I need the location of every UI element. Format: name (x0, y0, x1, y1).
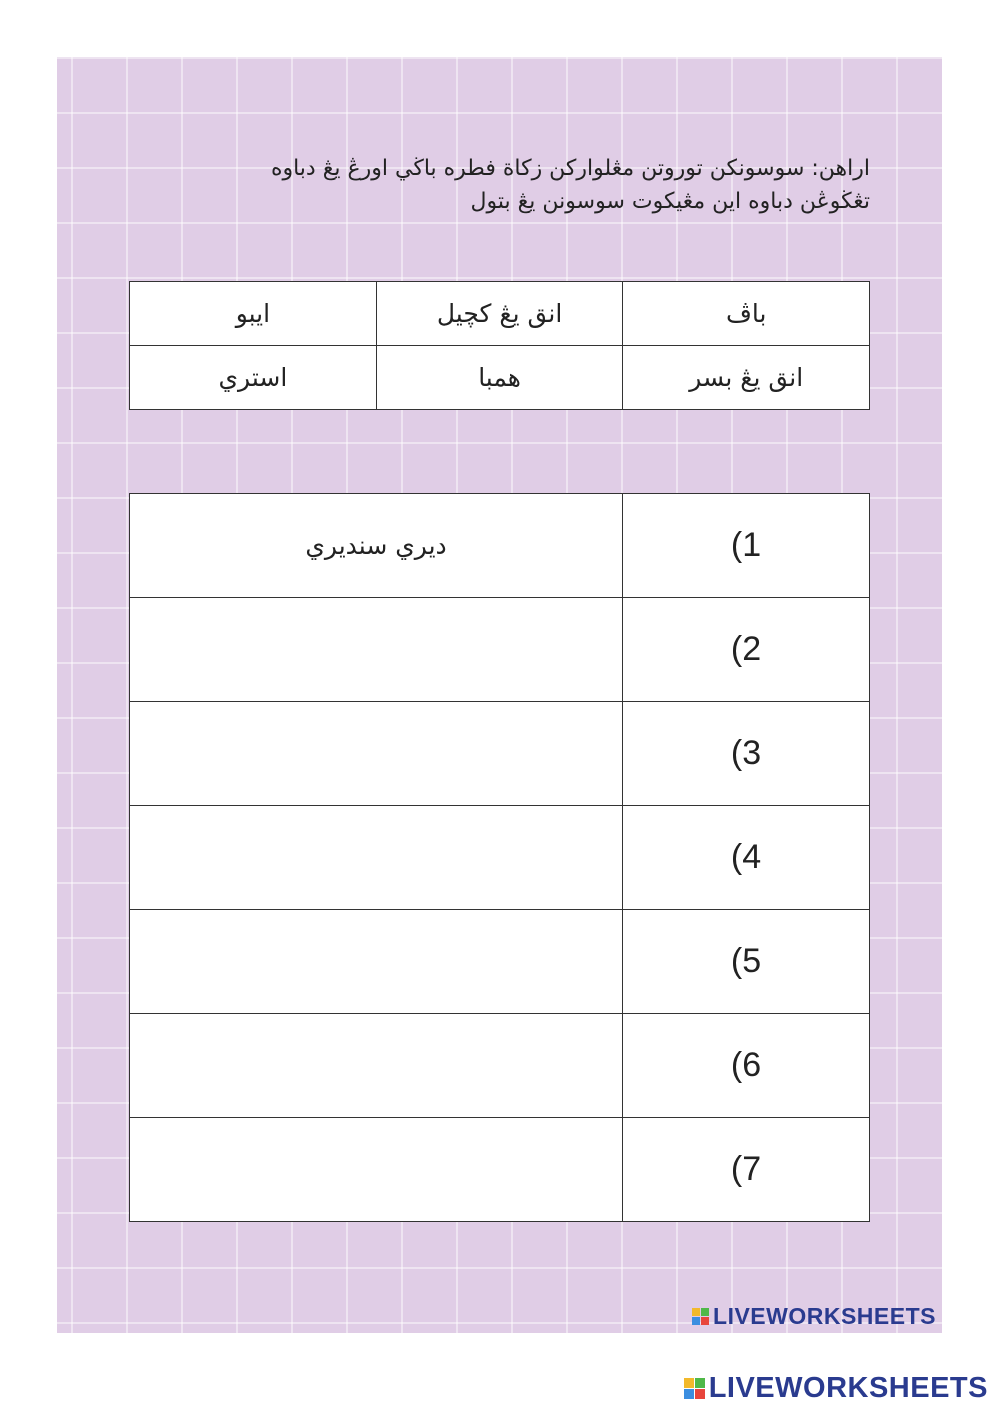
answer-row (130, 1014, 870, 1118)
answer-cell[interactable] (130, 806, 623, 910)
answer-table (129, 493, 870, 1222)
logo-square (701, 1308, 709, 1316)
row-number: (4 (623, 806, 870, 910)
word-bank-cell: انق يڠ بسر (623, 346, 870, 410)
logo-square (692, 1317, 700, 1325)
liveworksheets-logo-icon (684, 1378, 705, 1399)
word-bank-table (129, 281, 870, 410)
row-number: (7 (623, 1118, 870, 1222)
answer-row (130, 1118, 870, 1222)
brand-name: LIVEWORKSHEETS (713, 1303, 936, 1329)
answer-cell[interactable] (130, 1014, 623, 1118)
brand-name: LIVEWORKSHEETS (708, 1372, 988, 1404)
word-bank-cell: همبا (376, 346, 623, 410)
liveworksheets-footer-logo (684, 1372, 988, 1405)
logo-square (695, 1378, 705, 1388)
answer-cell[interactable] (130, 702, 623, 806)
answer-row (130, 702, 870, 806)
row-number: (6 (623, 1014, 870, 1118)
logo-square (695, 1389, 705, 1399)
logo-square (684, 1389, 694, 1399)
logo-square (701, 1317, 709, 1325)
word-bank-row (130, 346, 870, 410)
liveworksheets-watermark (692, 1303, 936, 1330)
row-number: (2 (623, 598, 870, 702)
row-number: (3 (623, 702, 870, 806)
answer-cell[interactable]: ديري سنديري (130, 494, 623, 598)
liveworksheets-logo-icon (692, 1308, 709, 1325)
instruction-line-2: تڠڬوڠن دباوه اين مڠيكوت سوسونن يڠ بتول (470, 189, 870, 214)
answer-row (130, 494, 870, 598)
row-number: (1 (623, 494, 870, 598)
instructions (130, 152, 870, 218)
answer-row (130, 806, 870, 910)
row-number: (5 (623, 910, 870, 1014)
answer-cell[interactable] (130, 598, 623, 702)
word-bank-cell: استري (130, 346, 377, 410)
answer-cell[interactable] (130, 910, 623, 1014)
word-bank-cell: باڤ (623, 282, 870, 346)
answer-cell[interactable] (130, 1118, 623, 1222)
word-bank-cell: ايبو (130, 282, 377, 346)
answer-row (130, 910, 870, 1014)
logo-square (692, 1308, 700, 1316)
logo-square (684, 1378, 694, 1388)
instruction-line-1: اراهن: سوسونکن توروتن مڠلوارکن زكاة فطره باڬي اورڠ يڠ دباوه (270, 156, 870, 181)
word-bank-row (130, 282, 870, 346)
answer-row (130, 598, 870, 702)
word-bank-cell: انق يڠ كچيل (376, 282, 623, 346)
